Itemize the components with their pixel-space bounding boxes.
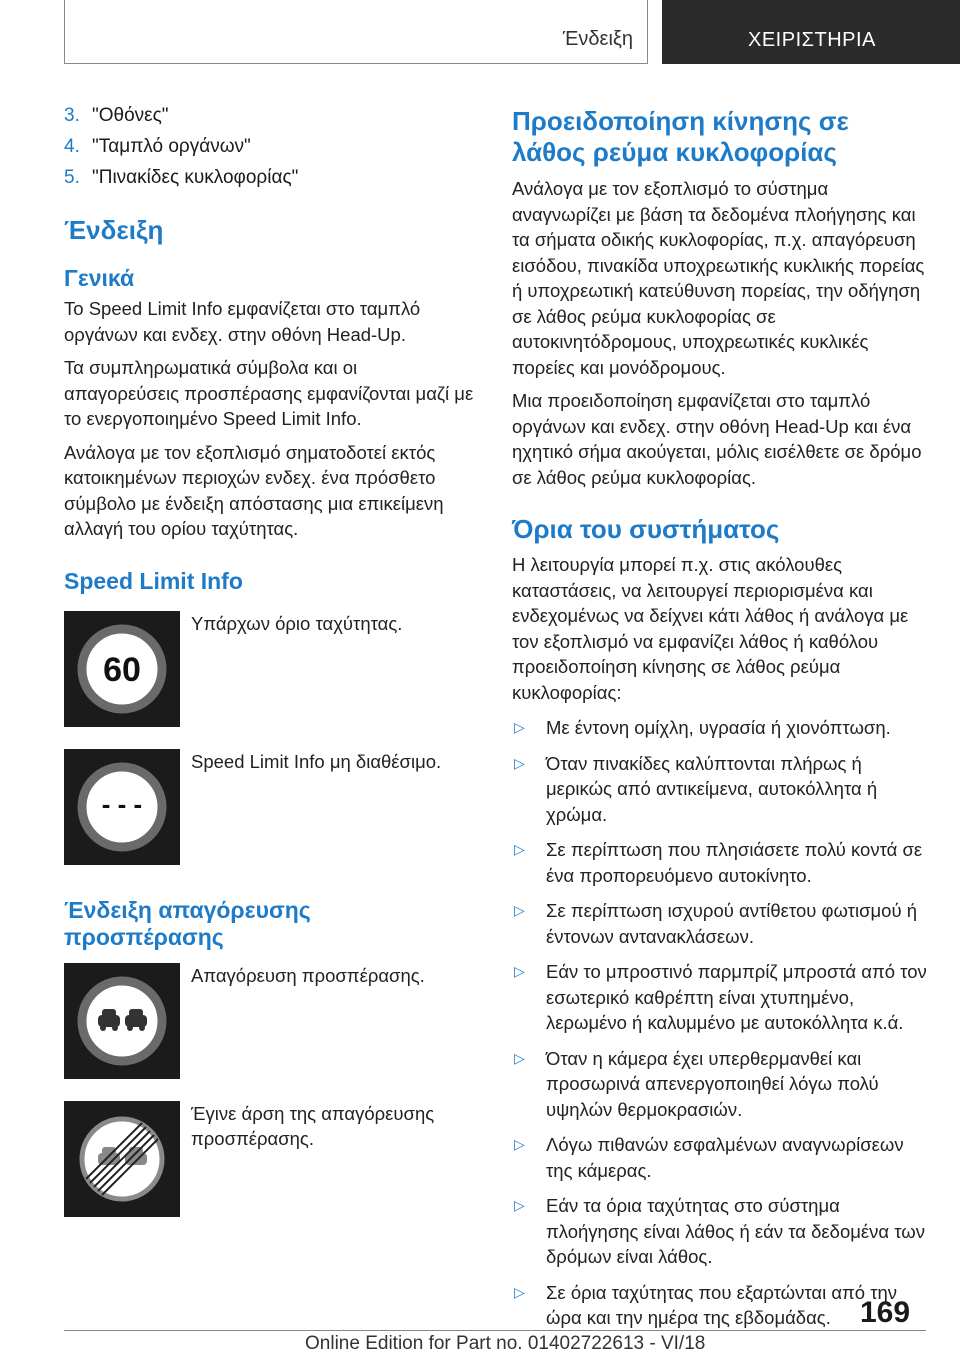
list-item [512, 898, 927, 949]
heading-display: Ένδειξη [64, 215, 164, 245]
heading-wrong-way-warning: Προειδοποίηση κίνησης σε λάθος ρεύμα κυκλοφορίας [512, 106, 849, 167]
triangle-bullet-icon: ▷ [514, 1283, 525, 1300]
item-number: 4. [64, 136, 80, 157]
no-overtaking-icon [64, 963, 180, 1079]
footer-edition: Online Edition for Part no. 01402722613 - VI/18 [305, 1333, 706, 1354]
heading-speed-limit-info: Speed Limit Info [64, 567, 243, 594]
list-item [512, 959, 927, 1036]
header-section-title: Ένδειξη [562, 28, 633, 50]
list-item [512, 1046, 927, 1123]
list-item-text: Εάν το μπροστινό παρμπρίζ μπροστά από τον εσωτερικό καθρέπτη είναι χτυπημένο, λερωμένο ή καλυμμένο με αυτοκόλλητα κ.ά. [546, 961, 927, 1033]
list-item-text: Σε περίπτωση ισχυρού αντίθετου φωτισμού ή έντονων αντανακλάσεων. [546, 900, 917, 947]
item-text: "Ταμπλό οργάνων" [92, 136, 251, 157]
sign-caption: Απαγόρευση προσπέρασης. [191, 964, 425, 986]
list-item [512, 1193, 927, 1270]
triangle-bullet-icon: ▷ [514, 1049, 525, 1066]
header-manual-title: ΧΕΙΡΙΣΤΗΡΙΑ [748, 29, 876, 51]
heading-general: Γενικά [64, 265, 135, 291]
triangle-bullet-icon: ▷ [514, 1136, 525, 1152]
list-item-text: Σε όρια ταχύτητας που εξαρτώνται από την ώρα και την ημέρα της εβδομάδας. [546, 1281, 898, 1328]
end-no-overtaking-sign-image [64, 1101, 180, 1217]
heading-system-limits: Όρια του συστήματος [512, 514, 780, 544]
list-item [512, 715, 927, 741]
sign-row [64, 611, 474, 727]
list-item-text: Όταν η κάμερα έχει υπερθερμανθεί και προσωρινά απενεργοποιηθεί λόγω πολύ υψηλών θερμοκρασιών. [546, 1047, 879, 1120]
sign-row [64, 749, 474, 865]
list-item-text: Λόγω πιθανών εσφαλμένων αναγνωρίσεων της κάμερας. [546, 1134, 904, 1181]
heading-overtaking-display: Ένδειξη απαγόρευσης προσπέρασης [64, 896, 311, 950]
header-manual-tab [662, 0, 960, 64]
paragraph: Τα συμπληρωματικά σύμβολα και οι απαγορεύσεις προσπέρασης εμφανίζονται μαζί με το ενεργοποιημένο Speed Limit Info. [64, 357, 474, 429]
triangle-bullet-icon: ▷ [514, 719, 525, 735]
speed-limit-sign-image [64, 611, 180, 727]
paragraph: Ανάλογα με τον εξοπλισμό σηματοδοτεί εκτός κατοικημένων περιοχών ενδεχ. ένα πρόσθετο σύμβολο με ένδειξη απόστασης μια επικείμενη αλλαγή του ορίου ταχύτητας. [64, 441, 444, 539]
footer-divider [64, 1330, 926, 1331]
limitations-list [512, 715, 927, 1331]
paragraph: Το Speed Limit Info εμφανίζεται στο ταμπλό οργάνων και ενδεχ. στην οθόνη Head-Up. [64, 298, 421, 345]
speed-limit-60-icon [64, 611, 180, 727]
page-number: 169 [860, 1296, 911, 1329]
numbered-item [64, 100, 474, 131]
item-text: "Οθόνες" [92, 105, 169, 126]
numbered-item [64, 162, 474, 193]
left-column [64, 100, 474, 1217]
item-text: "Πινακίδες κυκλοφορίας" [92, 167, 299, 188]
item-number: 5. [64, 167, 80, 188]
paragraph: Η λειτουργία μπορεί π.χ. στις ακόλουθες καταστάσεις, να λειτουργεί περιορισμένα και ενδεχομένως να δείχνει κάτι λάθος ή ανάλογα με τον εξοπλισμό να εμφανίζει λάθος ή καθόλου προειδοποίηση κίνησης σε λάθος ρεύμα κυκλοφορίας: [512, 554, 909, 703]
speed-limit-unavailable-icon [64, 749, 180, 865]
triangle-bullet-icon: ▷ [514, 902, 525, 918]
speed-limit-unavailable-image [64, 749, 180, 865]
sign-caption: Υπάρχων όριο ταχύτητας. [191, 612, 403, 634]
right-column [512, 100, 927, 1331]
list-item-text: Όταν πινακίδες καλύπτονται πλήρως ή μερικώς από αντικείμενα, αυτοκόλλητα ή χρώμα. [546, 752, 878, 825]
list-item [512, 751, 927, 828]
item-number: 3. [64, 105, 80, 126]
list-item-text: Εάν τα όρια ταχύτητας στο σύστημα πλοήγησης είναι λάθος ή εάν τα δεδομένα των δρόμων είναι λάθος. [546, 1195, 925, 1267]
end-no-overtaking-icon [64, 1101, 180, 1217]
sign-row [64, 1101, 474, 1217]
sign-speed-number: 60 [103, 650, 141, 689]
header-section-tab [64, 0, 648, 64]
sign-caption: Speed Limit Info μη διαθέσιμο. [191, 750, 442, 772]
paragraph: Μια προειδοποίηση εμφανίζεται στο ταμπλό οργάνων και ενδεχ. στην οθόνη Head-Up και ένα ηχητικό σήμα ακούγεται, μόλις εισέλθετε σε δρόμο σε λάθος ρεύμα κυκλοφορίας. [512, 390, 922, 488]
no-overtaking-sign-image [64, 963, 180, 1079]
triangle-bullet-icon: ▷ [514, 754, 525, 771]
sign-row [64, 963, 474, 1079]
paragraph: Ανάλογα με τον εξοπλισμό το σύστημα αναγνωρίζει με βάση τα δεδομένα πλοήγησης και τα σήματα οδικής κυκλοφορίας, π.χ. απαγόρευση εισόδου, πινακίδα υποχρεωτικής κυκλικής πορείας ή υποχρεωτική κατεύθυνση πορείας, την οδήγηση σε λάθος ρεύμα κυκλοφορίας σε αυτοκινητόδρομους, υποχρεωτικές κυκλικές πορείες και μονόδρομους. [512, 178, 925, 378]
list-item-text: Σε περίπτωση που πλησιάσετε πολύ κοντά σε ένα προπορευόμενο αυτοκίνητο. [546, 839, 923, 886]
triangle-bullet-icon: ▷ [514, 841, 525, 857]
list-item-text: Με έντονη ομίχλη, υγρασία ή χιονόπτωση. [546, 717, 891, 738]
numbered-item [64, 131, 474, 162]
list-item [512, 1132, 927, 1183]
sign-caption: Έγινε άρση της απαγόρευσης προσπέρασης. [191, 1102, 435, 1149]
triangle-bullet-icon: ▷ [514, 963, 525, 979]
triangle-bullet-icon: ▷ [514, 1197, 525, 1213]
sign-dashes: - - - [101, 788, 143, 819]
list-item [512, 837, 927, 888]
